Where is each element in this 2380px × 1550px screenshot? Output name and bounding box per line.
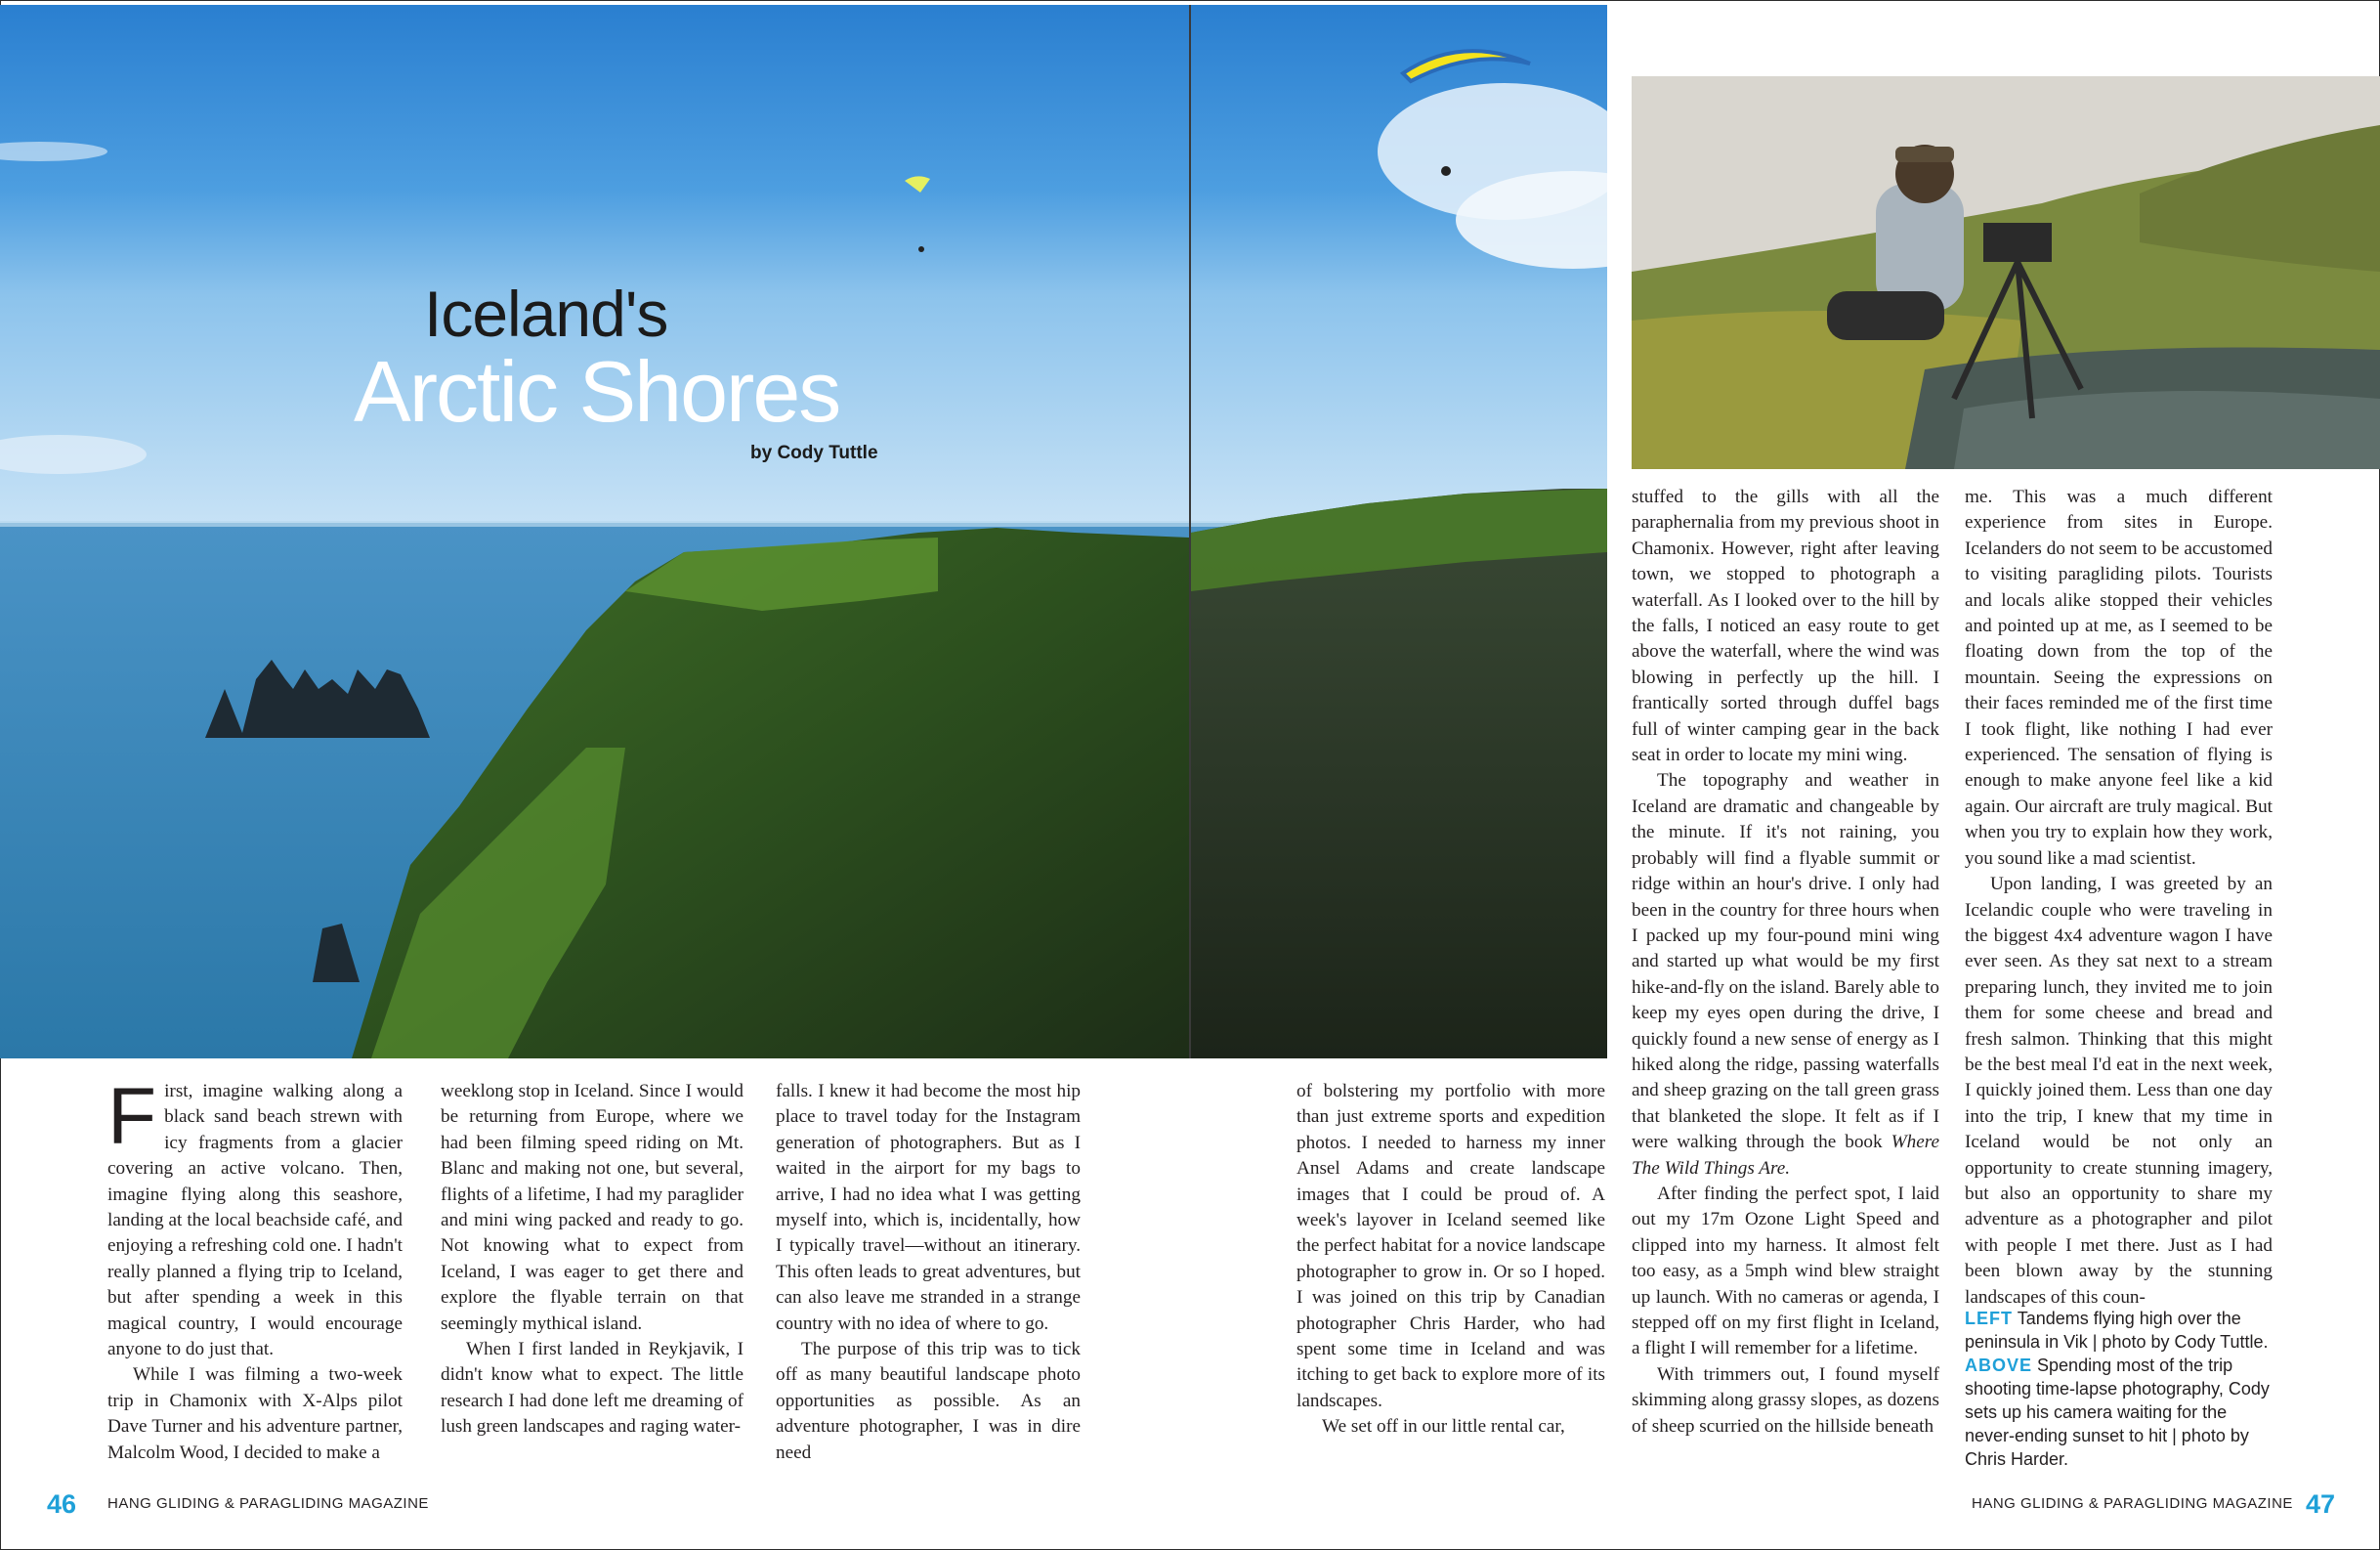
headline-line-1: Iceland's: [424, 278, 668, 350]
body-column-6: [1965, 485, 2273, 1311]
caption-above-label: ABOVE: [1965, 1356, 2033, 1375]
paragraph: After finding the perfect spot, I laid out my 17m Ozone Light Speed and clipped into my harness. It almost felt too easy, as a 5mph wind blew straight up launch. With no cameras or agenda, I stepped off on my first flight in Iceland, a flight I will remember for a lifetime.: [1632, 1183, 1939, 1359]
drop-cap: F: [107, 1072, 157, 1161]
paragraph: of bolstering my portfolio with more than just extreme sports and expedition photos. I needed to harness my inner Ansel Adams and create landscape images that I could be proud of. A week's layover in Iceland seemed like the perfect habitat for a novice landscape photographer to grow in. Or so I hoped. I was joined on this trip by Canadian photographer Chris Harder, who had spent some time in Iceland and was itching to get back to explore more of its landscapes.: [1296, 1081, 1605, 1411]
paragraph: When I first landed in Reykjavik, I didn't know what to expect. The little research I had done left me dreaming of lush green landscapes and raging water-: [441, 1339, 744, 1438]
running-footer-left: HANG GLIDING & PARAGLIDING MAGAZINE: [107, 1495, 429, 1512]
photo-photographer-tripod: [1632, 76, 2380, 469]
body-column-1: [107, 1072, 403, 1466]
photo-caption: [1965, 1307, 2277, 1471]
byline: by Cody Tuttle: [750, 443, 878, 463]
headline-line-2: Arctic Shores: [354, 343, 840, 440]
paragraph: While I was filming a two-week trip in Chamonix with X-Alps pilot Dave Turner and his adventure partner, Malcolm Wood, I decided to make a: [107, 1364, 403, 1463]
paragraph: The purpose of this trip was to tick off as many beautiful landscape photo opportunities as possible. As an adventure photographer, I was in dire need: [776, 1339, 1081, 1463]
page-number-left: 46: [47, 1489, 77, 1519]
caption-above-text: Spending most of the trip shooting time-lapse photography, Cody sets up his camera waiting for the never-ending sunset to hit | photo by Chris Harder.: [1965, 1356, 2270, 1469]
paragraph: With trimmers out, I found myself skimming along grassy slopes, as dozens of sheep scurried on the hillside beneath: [1632, 1363, 1939, 1437]
page-number-right: 47: [2306, 1489, 2336, 1519]
body-column-3: [776, 1079, 1081, 1466]
paragraph: falls. I knew it had become the most hip place to travel today for the Instagram generation of photographers. But as I waited in the airport for my bags to arrive, I had no idea what I was getting myself into, which is, incidentally, how I typically travel—without an itinerary. This often leads to great adventures, but can also leave me stranded in a strange country with no idea of where to go.: [776, 1081, 1081, 1334]
running-footer-right: HANG GLIDING & PARAGLIDING MAGAZINE: [1972, 1495, 2293, 1512]
book-title: Where The Wild Things Are.: [1632, 1132, 1940, 1179]
body-column-2: [441, 1079, 744, 1441]
gutter-line: [1189, 5, 1191, 1058]
paragraph: weeklong stop in Iceland. Since I would be returning from Europe, where we had been filming speed riding on Mt. Blanc and making not one, but several, flights of a lifetime, I had my paraglider and mini wing packed and ready to go. Not knowing what to expect from Iceland, I was eager to get there and explore the flyable terrain on that seemingly mythical island.: [441, 1081, 744, 1334]
body-column-5: [1632, 485, 1939, 1440]
hero-photo-cliffs: [0, 5, 1607, 1058]
caption-left-label: LEFT: [1965, 1309, 2013, 1328]
paragraph: We set off in our little rental car,: [1322, 1416, 1565, 1438]
paragraph: The topography and weather in Iceland are dramatic and changeable by the minute. If it's not raining, you probably will find a flyable summit or ridge within an hour's drive. I only had been in the country for three hours when I packed up my four-pound mini wing and started up what would be my first hike-and-fly on the island. Barely able to keep my eyes open during the drive, I quickly found a new sense of energy as I hiked along the ridge, passing waterfalls and sheep grazing on the tall green grass that blanketed the slope. It felt as if I were walking through the book: [1632, 770, 1939, 1153]
caption-left-text: Tandems flying high over the peninsula in Vik | photo by Cody Tuttle.: [1965, 1309, 2269, 1352]
paragraph: stuffed to the gills with all the paraphernalia from my previous shoot in Chamonix. However, right after leaving town, we stopped to photograph a waterfall. As I looked over to the hill by the falls, I noticed an easy route to get above the waterfall, where the wind was blowing in perfectly up the hill. I frantically sorted through duffel bags full of winter camping gear in the back seat in order to locate my mini wing.: [1632, 487, 1939, 766]
body-column-4: [1296, 1079, 1605, 1441]
paragraph: me. This was a much different experience from sites in Europe. Icelanders do not seem to be accustomed to visiting paragliding pilots. Tourists and locals alike stopped their vehicles and pointed up at me, as I seemed to be floating down from the top of the mountain. Seeing the expressions on their faces reminded me of the first time I took flight, like nothing I had ever experienced. The sensation of flying is enough to make anyone feel like a kid again. Our aircraft are truly magical. But when you try to explain how they work, you sound like a mad scientist.: [1965, 487, 2273, 869]
paragraph: irst, imagine walking along a black sand beach strewn with icy fragments from a glacier covering an active volcano. Then, imagine flying along this seashore, landing at the local beachside café, and enjoying a refreshing cold one. I hadn't really planned a flying trip to Iceland, but after spending a week in this magical country, I would encourage anyone to do just that.: [107, 1081, 403, 1360]
paragraph: Upon landing, I was greeted by an Icelandic couple who were traveling in the biggest 4x4 adventure wagon I have ever seen. As they sat next to a stream preparing lunch, they invited me to join them for some cheese and bread and fresh salmon. Thinking that this might be the best meal I'd eat in the next week, I quickly joined them. Less than one day into the trip, I knew that my time in Iceland would be not only an opportunity to create stunning imagery, but also an opportunity to share my adventure as a photographer and pilot with people I met there. Just as I had been blown away by the stunning landscapes of this coun-: [1965, 874, 2273, 1308]
